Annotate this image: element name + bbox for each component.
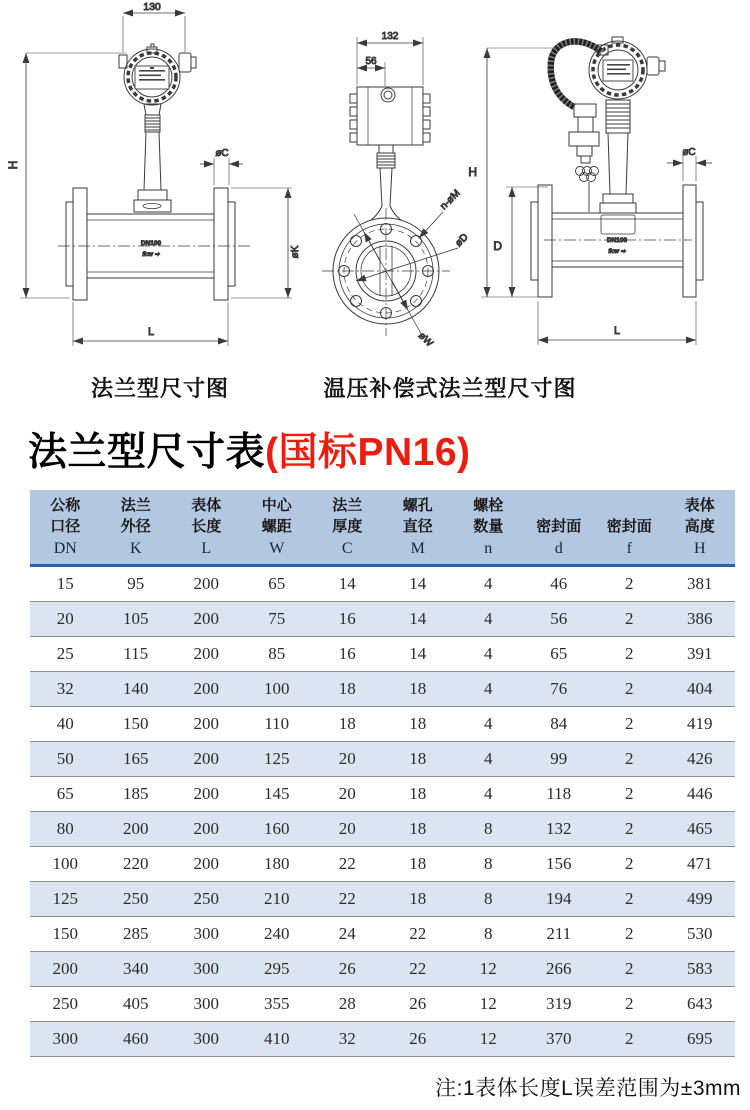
table-cell: 2	[625, 714, 634, 733]
dim-n-oM-label: n-øM	[438, 187, 463, 213]
table-row-dn-25	[30, 637, 735, 672]
table-cell: 16	[338, 644, 356, 663]
table-footnote: 注:1表体长度L误差范围为±3mm	[435, 1077, 741, 1100]
header-text: n	[484, 540, 493, 557]
table-cell: 2	[625, 819, 634, 838]
table-cell: 125	[52, 889, 78, 908]
dim-oD-label: øD	[453, 231, 471, 250]
table-cell: 250	[193, 889, 219, 908]
table-row-dn-200	[30, 952, 735, 987]
table-cell: 76	[550, 679, 568, 698]
header-text: M	[410, 540, 425, 557]
table-cell: 105	[123, 609, 149, 628]
dim-130-label: 130	[143, 1, 161, 13]
technical-drawings	[0, 0, 750, 362]
table-cell: 4	[484, 644, 493, 663]
table-cell: 2	[625, 1029, 634, 1048]
table-cell: 125	[264, 749, 290, 768]
table-cell: 200	[193, 714, 219, 733]
compensated-flange-drawing	[468, 37, 712, 345]
table-cell: 295	[264, 959, 290, 978]
header-text	[594, 495, 665, 516]
table-cell: 18	[409, 854, 427, 873]
dim-132-label: 132	[381, 31, 399, 42]
header-text: 公称	[50, 497, 81, 514]
table-cell: 4	[484, 784, 493, 803]
table-cell: 14	[338, 574, 356, 593]
page-title-red: (国标PN16)	[265, 431, 471, 474]
table-cell: 95	[127, 574, 145, 593]
table-row-dn-150	[30, 917, 735, 952]
page-title	[28, 421, 471, 477]
table-cell: 530	[687, 924, 713, 943]
header-text: L	[201, 540, 212, 557]
table-cell: 200	[193, 854, 219, 873]
dimension-flange-thickness	[200, 158, 243, 185]
dim-H2-label: H	[468, 165, 477, 179]
table-cell: 2	[625, 609, 634, 628]
table-cell: 2	[625, 749, 634, 768]
page-title-black: 法兰型尺寸表	[28, 431, 266, 474]
table-cell: 12	[479, 994, 497, 1013]
table-cell: 18	[409, 714, 427, 733]
table-cell: 24	[338, 924, 356, 943]
table-cell: 20	[338, 784, 356, 803]
table-cell: 160	[264, 819, 290, 838]
header-text: 密封面	[606, 518, 652, 535]
table-cell: 300	[193, 1029, 219, 1048]
table-cell: 266	[546, 959, 572, 978]
table-cell: 220	[123, 854, 149, 873]
header-text: DN	[53, 540, 77, 557]
table-cell: 300	[52, 1029, 78, 1048]
table-cell: 15	[56, 574, 74, 593]
caption-compensated-type: 温压补偿式法兰型尺寸图	[323, 376, 577, 401]
table-cell: 8	[484, 819, 493, 838]
table-cell: 200	[193, 679, 219, 698]
table-cell: 12	[479, 1029, 497, 1048]
header-text: 法兰	[120, 497, 151, 514]
table-cell: 150	[52, 924, 78, 943]
table-cell: 419	[687, 714, 713, 733]
table-cell: 200	[193, 574, 219, 593]
table-cell: 75	[268, 609, 286, 628]
table-row-dn-80	[30, 812, 735, 847]
table-cell: 18	[338, 714, 356, 733]
meter-stem	[134, 104, 171, 212]
column-header-C	[312, 495, 383, 561]
header-text	[524, 495, 595, 516]
table-cell: 110	[264, 714, 290, 733]
table-cell: 200	[52, 959, 78, 978]
table-cell: 20	[338, 749, 356, 768]
column-header-L	[171, 495, 242, 561]
table-cell: 115	[123, 644, 149, 663]
table-cell: 132	[546, 819, 572, 838]
table-cell: 460	[123, 1029, 149, 1048]
table-cell: 56	[550, 609, 568, 628]
table-cell: 695	[687, 1029, 713, 1048]
flange-type-drawing	[6, 1, 301, 346]
table-cell: 2	[625, 644, 634, 663]
table-cell: 200	[193, 644, 219, 663]
table-body	[30, 567, 735, 1057]
header-text: K	[129, 540, 142, 557]
table-row-dn-15	[30, 567, 735, 602]
table-cell: 4	[484, 714, 493, 733]
table-cell: 465	[687, 819, 713, 838]
table-cell: 2	[625, 959, 634, 978]
table-row-dn-32	[30, 672, 735, 707]
table-cell: 22	[338, 854, 356, 873]
dim-oC-label: øC	[215, 148, 229, 159]
table-cell: 80	[56, 819, 74, 838]
header-text: 中心	[261, 497, 292, 514]
table-cell: 391	[687, 644, 713, 663]
table-cell: 165	[123, 749, 149, 768]
table-cell: 370	[546, 1029, 572, 1048]
header-text: 高度	[684, 518, 715, 535]
dim-56-label: 56	[365, 56, 377, 67]
temperature-probe	[569, 104, 599, 212]
header-text: 螺距	[261, 518, 292, 535]
table-cell: 250	[52, 994, 78, 1013]
table-cell: 140	[123, 679, 149, 698]
table-cell: 8	[484, 854, 493, 873]
table-row-dn-100	[30, 847, 735, 882]
table-cell: 46	[550, 574, 568, 593]
dimension-flange-thickness-2	[667, 156, 712, 181]
table-row-dn-50	[30, 742, 735, 777]
dimension-length-L	[73, 302, 228, 346]
table-cell: 85	[268, 644, 286, 663]
table-cell: 200	[193, 609, 219, 628]
header-text: 螺孔	[402, 497, 433, 514]
column-header-f	[594, 495, 665, 561]
table-row-dn-65	[30, 777, 735, 812]
table-cell: 4	[484, 609, 493, 628]
transmitter-head-2	[589, 37, 665, 99]
table-cell: 65	[550, 644, 568, 663]
table-cell: 65	[268, 574, 286, 593]
table-cell: 410	[264, 1029, 290, 1048]
body-size-label-2: DN100	[606, 237, 628, 244]
table-cell: 25	[56, 644, 74, 663]
table-cell: 32	[338, 1029, 356, 1048]
table-cell: 2	[625, 854, 634, 873]
table-cell: 643	[687, 994, 713, 1013]
table-cell: 211	[546, 924, 572, 943]
table-cell: 499	[687, 889, 713, 908]
table-row-dn-250	[30, 987, 735, 1022]
table-cell: 22	[409, 924, 427, 943]
dimension-table	[30, 490, 735, 1057]
header-text: 厚度	[332, 518, 363, 535]
table-cell: 100	[264, 679, 290, 698]
table-cell: 2	[625, 889, 634, 908]
table-cell: 300	[193, 994, 219, 1013]
dim-L2-label: L	[613, 325, 621, 337]
table-cell: 2	[625, 784, 634, 803]
table-cell: 319	[546, 994, 572, 1013]
table-cell: 404	[687, 679, 713, 698]
table-cell: 65	[56, 784, 74, 803]
table-header-row	[30, 490, 735, 567]
table-cell: 12	[479, 959, 497, 978]
flange-face	[322, 208, 450, 336]
table-cell: 240	[264, 924, 290, 943]
table-cell: 285	[123, 924, 149, 943]
table-cell: 100	[52, 854, 78, 873]
table-cell: 405	[123, 994, 149, 1013]
dim-D-label: D	[493, 239, 502, 253]
table-cell: 26	[338, 959, 356, 978]
table-cell: 156	[546, 854, 572, 873]
table-cell: 18	[409, 749, 427, 768]
table-cell: 99	[550, 749, 568, 768]
table-row-dn-125	[30, 882, 735, 917]
dim-oK-label: øK	[290, 245, 301, 259]
header-text: d	[554, 540, 563, 557]
table-cell: 300	[193, 924, 219, 943]
flexible-conduit	[551, 41, 608, 107]
table-cell: 150	[123, 714, 149, 733]
dimension-body-D	[506, 187, 548, 297]
table-cell: 471	[687, 854, 713, 873]
table-cell: 250	[123, 889, 149, 908]
drawings-svg	[0, 0, 750, 362]
table-cell: 14	[409, 644, 427, 663]
table-cell: 2	[625, 994, 634, 1013]
table-cell: 18	[409, 889, 427, 908]
table-cell: 28	[338, 994, 356, 1013]
table-cell: 32	[56, 679, 74, 698]
table-cell: 4	[484, 574, 493, 593]
table-cell: 300	[193, 959, 219, 978]
header-text: 直径	[402, 518, 433, 535]
meter-stem-2	[600, 100, 636, 213]
table-cell: 2	[625, 679, 634, 698]
table-cell: 18	[409, 679, 427, 698]
table-cell: 194	[546, 889, 572, 908]
table-cell: 446	[687, 784, 713, 803]
table-cell: 145	[264, 784, 290, 803]
table-cell: 583	[687, 959, 713, 978]
table-cell: 22	[338, 889, 356, 908]
table-cell: 18	[338, 679, 356, 698]
table-cell: 200	[193, 784, 219, 803]
body-size-label: DN100	[140, 240, 162, 247]
table-cell: 26	[409, 994, 427, 1013]
header-text: 数量	[473, 518, 504, 535]
dim-oW-label: øW	[415, 330, 435, 350]
table-cell: 16	[338, 609, 356, 628]
table-cell: 22	[409, 959, 427, 978]
dim-oC2-label: øC	[682, 147, 696, 158]
flange-face-drawing	[322, 31, 471, 350]
header-text: 密封面	[536, 518, 582, 535]
transmitter-box-side	[350, 87, 430, 145]
column-header-M	[383, 495, 454, 561]
header-text: 表体	[684, 497, 715, 514]
column-header-d	[524, 495, 595, 561]
table-cell: 20	[338, 819, 356, 838]
table-cell: 26	[409, 1029, 427, 1048]
header-text: 长度	[191, 518, 222, 535]
transmitter-head	[119, 44, 196, 105]
dim-L-label: L	[147, 326, 155, 338]
dimension-length-L2	[538, 301, 696, 345]
header-text: 外径	[120, 518, 151, 535]
header-text: 口径	[50, 518, 81, 535]
flow-direction-label-2: flow ⇨	[608, 249, 626, 255]
table-cell: 50	[56, 749, 74, 768]
header-text: 法兰	[332, 497, 363, 514]
table-cell: 185	[123, 784, 149, 803]
header-text: C	[341, 540, 353, 557]
header-text: 螺栓	[473, 497, 504, 514]
column-header-DN	[30, 495, 101, 561]
table-cell: 14	[409, 574, 427, 593]
header-text: H	[693, 540, 706, 557]
table-cell: 40	[56, 714, 74, 733]
column-header-K	[101, 495, 172, 561]
table-cell: 118	[546, 784, 572, 803]
table-cell: 8	[484, 889, 493, 908]
dimension-flange-od	[231, 188, 292, 298]
header-text: 表体	[191, 497, 222, 514]
table-cell: 381	[687, 574, 713, 593]
flow-direction-label: flow ⇨	[142, 252, 160, 258]
table-cell: 426	[687, 749, 713, 768]
header-text: f	[626, 540, 632, 557]
caption-flange-type: 法兰型尺寸图	[90, 376, 229, 401]
table-cell: 200	[193, 749, 219, 768]
header-text: W	[269, 540, 285, 557]
table-cell: 4	[484, 679, 493, 698]
table-cell: 20	[56, 609, 74, 628]
table-cell: 200	[123, 819, 149, 838]
table-cell: 14	[409, 609, 427, 628]
table-cell: 180	[264, 854, 290, 873]
table-cell: 386	[687, 609, 713, 628]
table-cell: 210	[264, 889, 290, 908]
table-cell: 2	[625, 574, 634, 593]
table-cell: 18	[409, 784, 427, 803]
table-cell: 8	[484, 924, 493, 943]
table-cell: 18	[409, 819, 427, 838]
column-header-n	[453, 495, 524, 561]
table-cell: 84	[550, 714, 568, 733]
table-row-dn-300	[30, 1022, 735, 1057]
table-cell: 200	[193, 819, 219, 838]
table-cell: 340	[123, 959, 149, 978]
table-row-dn-20	[30, 602, 735, 637]
table-cell: 2	[625, 924, 634, 943]
column-header-W	[242, 495, 313, 561]
dim-H-label: H	[6, 160, 20, 170]
column-header-H	[665, 495, 736, 561]
dimension-height-H2	[481, 48, 560, 297]
table-row-dn-40	[30, 707, 735, 742]
table-cell: 4	[484, 749, 493, 768]
table-cell: 355	[264, 994, 290, 1013]
